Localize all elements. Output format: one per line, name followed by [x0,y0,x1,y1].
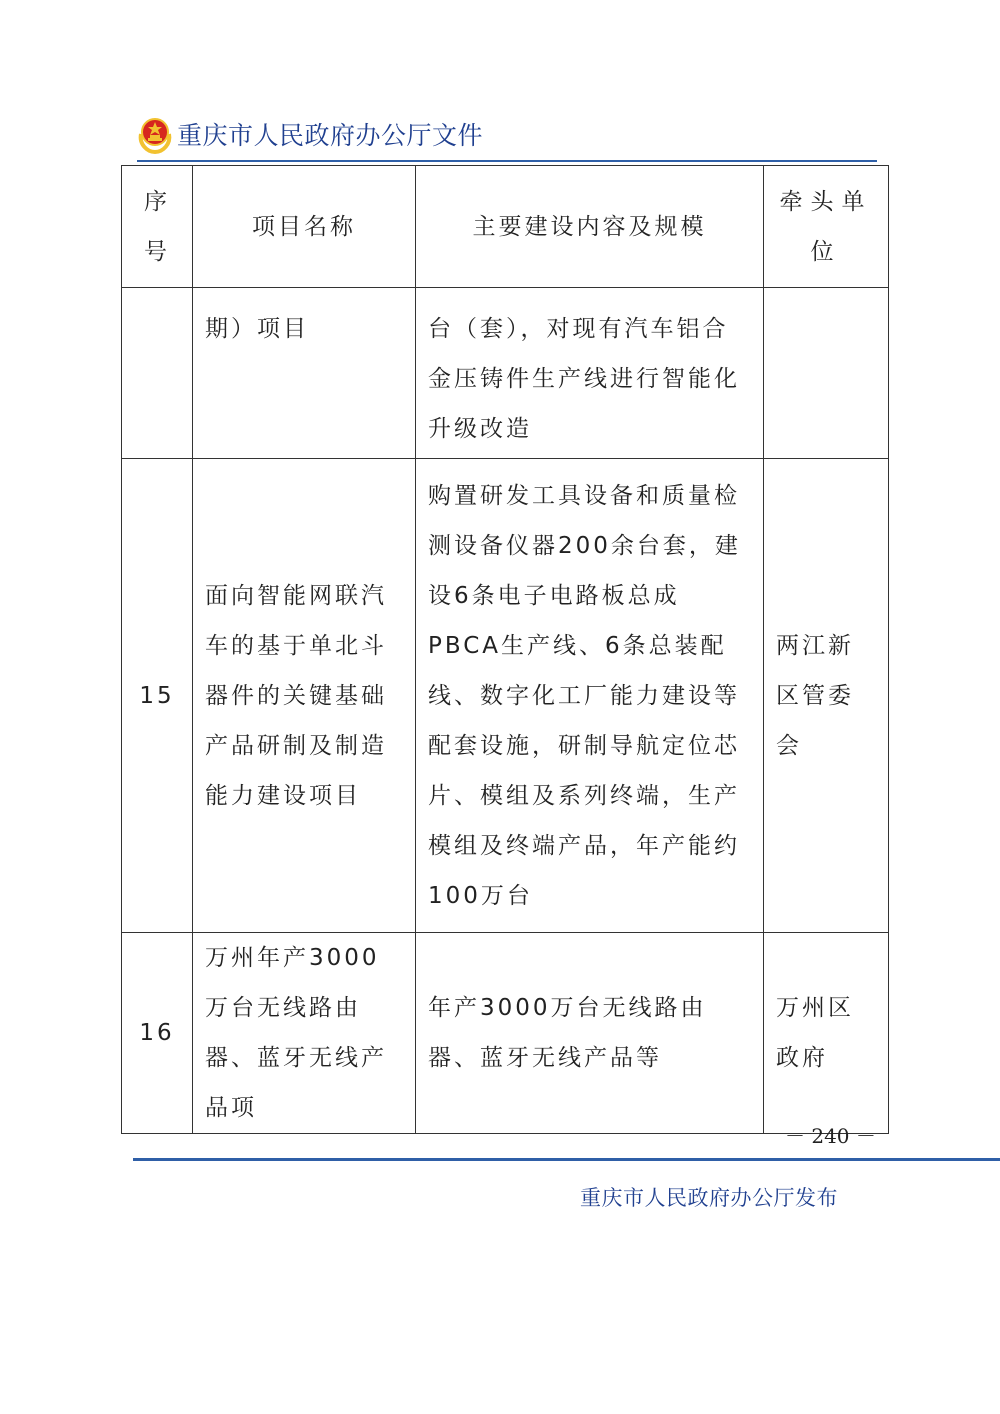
document-header [137,112,483,156]
national-emblem-icon [137,114,173,154]
project-content: 购置研发工具设备和质量检测设备仪器200余台套，建设6条电子电路板总成PBCA生产线、6条总装配线、数字化工厂能力建设等配套设施，研制导航定位芯片、模组及系列终端，生产模组及终端产品，年产能约100万台 [416,459,764,933]
table-row [122,459,889,933]
row-number: 15 [122,459,193,933]
lead-unit [764,288,889,459]
column-header-no: 序号 [122,166,193,288]
header-rule [137,160,877,162]
column-header-content: 主要建设内容及规模 [416,166,764,288]
header-title: 重庆市人民政府办公厅文件 [177,121,484,150]
row-number: 16 [122,933,193,1134]
table-header-row [122,166,889,288]
footer-rule [133,1158,1000,1161]
lead-unit: 两江新区管委会 [764,459,889,933]
page-number: － 240 － [785,1124,876,1148]
lead-unit: 万州区政府 [764,933,889,1134]
project-name: 期）项目 [193,288,416,459]
project-table [121,165,889,1134]
project-content: 台（套），对现有汽车铝合金压铸件生产线进行智能化升级改造 [416,288,764,459]
table-row [122,288,889,459]
project-name: 面向智能网联汽车的基于单北斗器件的关键基础产品研制及制造能力建设项目 [193,459,416,933]
row-number [122,288,193,459]
footer-publisher: 重庆市人民政府办公厅发布 [580,1186,838,1210]
column-header-name: 项目名称 [193,166,416,288]
table-row [122,933,889,1134]
column-header-unit: 牵头单位 [764,166,889,288]
project-name: 万州年产3000万台无线路由器、蓝牙无线产品项 [193,933,416,1134]
project-content: 年产3000万台无线路由器、蓝牙无线产品等 [416,933,764,1134]
